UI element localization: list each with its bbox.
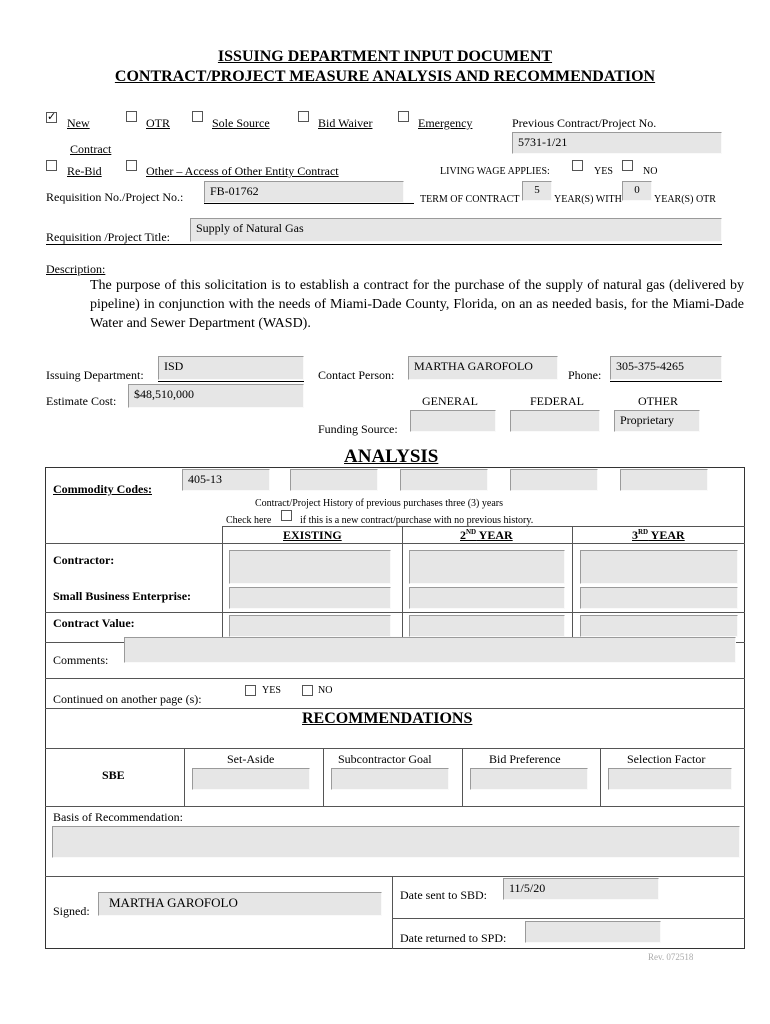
previous-contract-field[interactable]: 5731-1/21	[512, 132, 722, 154]
funding-other-field[interactable]: Proprietary	[614, 410, 700, 432]
date-sent-row-bottom	[392, 918, 745, 919]
col-2nd-suffix: YEAR	[476, 528, 513, 542]
contractor-3rd[interactable]	[580, 550, 738, 584]
commodity-code-1[interactable]: 405-13	[182, 469, 270, 491]
req-title-label: Requisition /Project Title:	[46, 230, 171, 244]
no-history-checkbox[interactable]	[281, 510, 292, 521]
analysis-title: ANALYSIS	[344, 446, 439, 467]
other-label: Other – Access of Other Entity Contract	[146, 164, 339, 178]
col-existing: EXISTING	[283, 528, 342, 542]
commodity-code-4[interactable]	[510, 469, 598, 491]
rec-header-top	[45, 748, 745, 749]
page-subtitle: CONTRACT/PROJECT MEASURE ANALYSIS AND RECOMMENDATION	[114, 68, 656, 85]
sign-col-divider	[392, 876, 393, 949]
contractor-2nd[interactable]	[409, 550, 565, 584]
sole-source-label: Sole Source	[212, 116, 270, 130]
contractor-label: Contractor:	[53, 553, 115, 567]
set-aside-label: Set-Aside	[227, 752, 275, 766]
history-col-divider-2	[402, 526, 403, 642]
otr-checkbox[interactable]	[126, 111, 137, 122]
rec-col-divider-4	[600, 748, 601, 806]
signed-label: Signed:	[53, 904, 90, 918]
sbe-row-bottom	[45, 612, 745, 613]
rebid-checkbox[interactable]	[46, 160, 57, 171]
emergency-checkbox[interactable]	[398, 111, 409, 122]
continued-label: Continued on another page (s):	[53, 692, 202, 706]
issuing-dept-label: Issuing Department:	[46, 368, 144, 382]
contract-value-3rd[interactable]	[580, 615, 738, 637]
contact-person-label: Contact Person:	[318, 368, 395, 382]
check-here-suffix: if this is a new contract/purchase with no previous history.	[300, 515, 534, 526]
recommendations-title: RECOMMENDATIONS	[302, 710, 473, 727]
rec-col-divider-2	[323, 748, 324, 806]
living-wage-no-checkbox[interactable]	[622, 160, 633, 171]
emergency-label: Emergency	[418, 116, 473, 130]
funding-general-label: GENERAL	[422, 394, 478, 408]
sbe-2nd[interactable]	[409, 587, 565, 609]
other-checkbox[interactable]	[126, 160, 137, 171]
living-wage-yes-label: YES	[594, 166, 613, 177]
contract-value-existing[interactable]	[229, 615, 391, 637]
commodity-code-5[interactable]	[620, 469, 708, 491]
estimate-cost-label: Estimate Cost:	[46, 394, 117, 408]
issuing-dept-underline	[158, 381, 304, 382]
bid-waiver-checkbox[interactable]	[298, 111, 309, 122]
bid-pref-field[interactable]	[470, 768, 588, 790]
col-2nd-year	[460, 528, 513, 543]
requisition-underline	[204, 203, 414, 204]
sbe-existing[interactable]	[229, 587, 391, 609]
phone-label: Phone:	[568, 368, 602, 382]
sole-source-checkbox[interactable]	[192, 111, 203, 122]
sbe-label: Small Business Enterprise:	[53, 589, 192, 603]
funding-other-label: OTHER	[638, 394, 678, 408]
basis-row-bottom	[45, 876, 745, 877]
continued-yes-label: YES	[262, 685, 281, 696]
funding-source-label: Funding Source:	[318, 422, 398, 436]
comments-label: Comments:	[53, 653, 109, 667]
req-title-underline	[46, 244, 722, 245]
comments-field[interactable]	[124, 637, 736, 663]
description-text: The purpose of this solicitation is to establish a contract for the purchase of the supply of natural gas (delivered by pipeline) in conjunction with the needs of Miami-Dade County, Florida, on an as needed basis, for the Miami-Dade Water and Sewer Department (WASD).	[90, 278, 744, 331]
previous-contract-label: Previous Contract/Project No.	[512, 116, 657, 130]
sub-goal-field[interactable]	[331, 768, 449, 790]
living-wage-label: LIVING WAGE APPLIES:	[440, 166, 550, 177]
new-checkbox[interactable]: ✓	[47, 111, 57, 123]
history-col-divider-1	[222, 526, 223, 642]
living-wage-yes-checkbox[interactable]	[572, 160, 583, 171]
contract-value-2nd[interactable]	[409, 615, 565, 637]
sbe-rec-label: SBE	[102, 768, 125, 782]
date-sent-field[interactable]: 11/5/20	[503, 878, 659, 900]
commodity-code-2[interactable]	[290, 469, 378, 491]
term-years-label: YEAR(S) WITH	[554, 194, 622, 205]
history-header-top	[222, 526, 745, 527]
issuing-dept-field[interactable]: ISD	[158, 356, 304, 380]
funding-general-field[interactable]	[410, 410, 496, 432]
continued-no-checkbox[interactable]	[302, 685, 313, 696]
term-years-field[interactable]: 5	[522, 181, 552, 201]
living-wage-no-label: NO	[643, 166, 658, 177]
date-returned-label: Date returned to SPD:	[400, 931, 507, 945]
col-3rd-year	[632, 528, 685, 543]
col-3rd-suffix: YEAR	[648, 528, 685, 542]
rebid-label: Re-Bid	[67, 164, 102, 178]
phone-field[interactable]: 305-375-4265	[610, 356, 722, 380]
rev-label: Rev. 072518	[648, 952, 694, 962]
col-2nd-num: 2	[460, 528, 466, 542]
comments-row-bottom	[45, 678, 745, 679]
rec-col-divider-3	[462, 748, 463, 806]
req-title-field[interactable]: Supply of Natural Gas	[190, 218, 722, 242]
check-here-label: Check here	[226, 515, 272, 526]
term-label: TERM OF CONTRACT	[420, 194, 520, 205]
page-title: ISSUING DEPARTMENT INPUT DOCUMENT	[217, 48, 553, 65]
contractor-existing[interactable]	[229, 550, 391, 584]
continued-row-bottom	[45, 708, 745, 709]
history-text: Contract/Project History of previous purchases three (3) years	[255, 498, 503, 509]
col-3rd-sup: RD	[638, 528, 649, 536]
new-label: New	[67, 116, 90, 130]
col-3rd-num: 3	[632, 528, 638, 542]
bid-pref-label: Bid Preference	[489, 752, 561, 766]
date-returned-field[interactable]	[525, 921, 661, 943]
otr-years-field[interactable]: 0	[622, 181, 652, 201]
funding-federal-label: FEDERAL	[530, 394, 584, 408]
bid-waiver-label: Bid Waiver	[318, 116, 373, 130]
history-col-divider-3	[572, 526, 573, 642]
date-sent-label: Date sent to SBD:	[400, 888, 487, 902]
otr-label: OTR	[146, 116, 170, 130]
requisition-label: Requisition No./Project No.:	[46, 190, 184, 204]
continued-no-label: NO	[318, 685, 333, 696]
requisition-field[interactable]: FB-01762	[204, 181, 404, 203]
commodity-code-3[interactable]	[400, 469, 488, 491]
col-2nd-sup: ND	[466, 528, 477, 536]
set-aside-field[interactable]	[192, 768, 310, 790]
commodity-codes-label: Commodity Codes:	[53, 482, 152, 496]
sbe-rec-row-bottom	[45, 806, 745, 807]
continued-yes-checkbox[interactable]	[245, 685, 256, 696]
basis-field[interactable]	[52, 826, 740, 858]
new-contract-label: Contract	[70, 142, 112, 156]
description-label: Description:	[46, 262, 106, 276]
funding-federal-field[interactable]	[510, 410, 600, 432]
sbe-3rd[interactable]	[580, 587, 738, 609]
phone-underline	[610, 381, 722, 382]
rec-col-divider-1	[184, 748, 185, 806]
history-header-bottom	[45, 543, 745, 544]
basis-label: Basis of Recommendation:	[53, 810, 183, 824]
otr-years-label: YEAR(S) OTR	[654, 194, 716, 205]
contact-person-field[interactable]: MARTHA GAROFOLO	[408, 356, 558, 380]
estimate-cost-field[interactable]: $48,510,000	[128, 384, 304, 408]
sub-goal-label: Subcontractor Goal	[338, 752, 432, 766]
sel-factor-field[interactable]	[608, 768, 732, 790]
sel-factor-label: Selection Factor	[627, 752, 706, 766]
contract-value-label: Contract Value:	[53, 616, 135, 630]
signed-field[interactable]: MARTHA GAROFOLO	[98, 892, 382, 916]
